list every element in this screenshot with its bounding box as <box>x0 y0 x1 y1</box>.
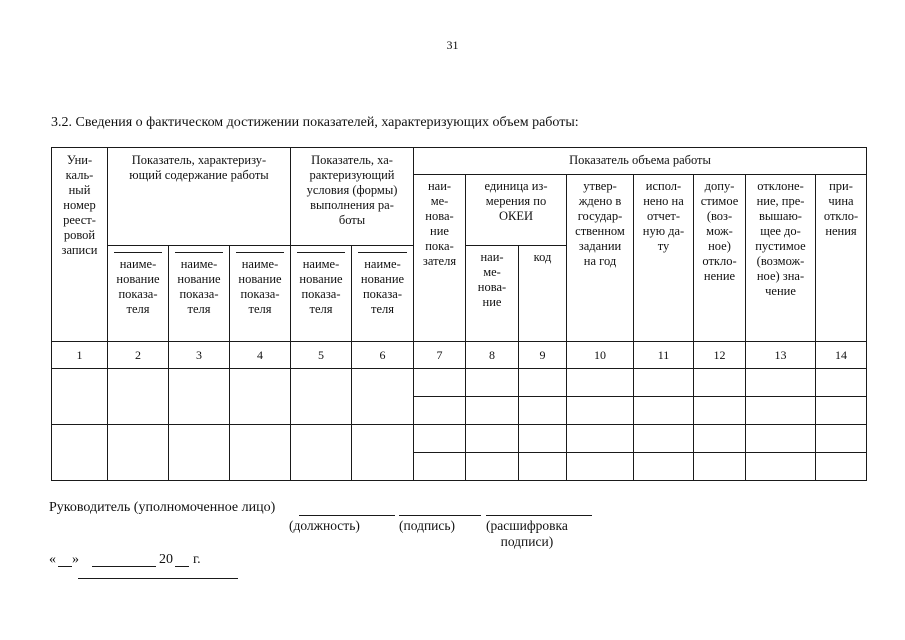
date-year-prefix: 20 <box>159 552 173 567</box>
column-number: 13 <box>746 342 816 369</box>
data-cell[interactable] <box>466 397 519 425</box>
data-cell[interactable] <box>634 369 694 397</box>
caption-position: (должность) <box>289 518 360 533</box>
header-sub-indicator-name-3: наиме- нование показа- теля <box>230 246 291 342</box>
year-blank-line[interactable] <box>175 566 189 567</box>
data-cell[interactable] <box>414 425 466 453</box>
column-number: 4 <box>230 342 291 369</box>
column-number: 3 <box>169 342 230 369</box>
data-cell[interactable] <box>169 425 230 481</box>
data-cell[interactable] <box>634 397 694 425</box>
data-cell[interactable] <box>466 453 519 481</box>
data-cell[interactable] <box>352 369 414 425</box>
data-cell[interactable] <box>52 425 108 481</box>
data-cell[interactable] <box>746 369 816 397</box>
data-cell[interactable] <box>816 369 867 397</box>
data-cell[interactable] <box>567 425 634 453</box>
data-cell[interactable] <box>694 369 746 397</box>
data-cell[interactable] <box>230 369 291 425</box>
data-cell[interactable] <box>694 397 746 425</box>
header-indicator-name: наи- ме- нова- ние пока- зателя <box>414 175 466 342</box>
position-blank-line[interactable] <box>299 515 395 516</box>
data-cell[interactable] <box>567 369 634 397</box>
data-cell[interactable] <box>414 369 466 397</box>
column-number: 6 <box>352 342 414 369</box>
data-cell[interactable] <box>291 425 352 481</box>
date-underline <box>78 578 238 579</box>
data-cell[interactable] <box>567 397 634 425</box>
column-number: 5 <box>291 342 352 369</box>
column-number: 7 <box>414 342 466 369</box>
data-cell[interactable] <box>466 425 519 453</box>
header-conditions-indicator: Показатель, ха- рактеризующий условия (формы) выполнения ра- боты <box>291 148 414 246</box>
column-number: 10 <box>567 342 634 369</box>
header-sub-indicator-name-5: наиме- нование показа- теля <box>352 246 414 342</box>
data-cell[interactable] <box>108 369 169 425</box>
data-cell[interactable] <box>746 425 816 453</box>
data-cell[interactable] <box>816 397 867 425</box>
section-title: 3.2. Сведения о фактическом достижении показателей, характеризующих объем работы: <box>51 115 579 130</box>
column-number: 2 <box>108 342 169 369</box>
header-volume-indicator: Показатель объема работы <box>414 148 867 175</box>
header-fulfilled-on-date: испол- нено на отчет- ную да- ту <box>634 175 694 342</box>
data-cell[interactable] <box>694 425 746 453</box>
header-unit-name: наи- ме- нова- ние <box>466 246 519 342</box>
header-unit-okei: единица из- мерения по ОКЕИ <box>466 175 567 246</box>
data-cell[interactable] <box>291 369 352 425</box>
header-approved-in-task: утвер- ждено в государ- ственном задании на год <box>567 175 634 342</box>
column-number: 9 <box>519 342 567 369</box>
data-cell[interactable] <box>634 453 694 481</box>
header-deviation-reason: при- чина откло- нения <box>816 175 867 342</box>
header-content-indicator: Показатель, характеризу- ющий содержание работы <box>108 148 291 246</box>
data-cell[interactable] <box>694 453 746 481</box>
volume-indicators-table <box>51 147 867 481</box>
data-cell[interactable] <box>169 369 230 425</box>
data-cell[interactable] <box>519 425 567 453</box>
date-open-quote: « <box>49 552 56 567</box>
data-cell[interactable] <box>414 397 466 425</box>
data-cell[interactable] <box>108 425 169 481</box>
data-cell[interactable] <box>816 425 867 453</box>
column-number: 8 <box>466 342 519 369</box>
caption-signature: (подпись) <box>399 518 456 533</box>
data-cell[interactable] <box>52 369 108 425</box>
day-blank-line[interactable] <box>58 566 72 567</box>
data-cell[interactable] <box>519 453 567 481</box>
data-cell[interactable] <box>816 453 867 481</box>
date-close-quote: » <box>72 552 79 567</box>
data-cell[interactable] <box>414 453 466 481</box>
column-number: 1 <box>52 342 108 369</box>
header-exceeding-deviation: отклоне- ние, пре- вышаю- щее до- пустимое (возмож- ное) зна- чение <box>746 175 816 342</box>
date-year-suffix: г. <box>193 552 201 567</box>
header-unit-code: код <box>519 246 567 342</box>
data-cell[interactable] <box>519 369 567 397</box>
data-cell[interactable] <box>567 453 634 481</box>
column-number: 14 <box>816 342 867 369</box>
data-cell[interactable] <box>519 397 567 425</box>
header-unique-record-number: Уни- каль- ный номер реест- ровой записи <box>52 148 108 342</box>
data-cell[interactable] <box>230 425 291 481</box>
header-sub-indicator-name-1: наиме- нование показа- теля <box>108 246 169 342</box>
data-cell[interactable] <box>352 425 414 481</box>
data-cell[interactable] <box>466 369 519 397</box>
data-cell[interactable] <box>746 397 816 425</box>
header-sub-indicator-name-4: наиме- нование показа- теля <box>291 246 352 342</box>
column-number: 12 <box>694 342 746 369</box>
page-number: 31 <box>446 38 459 52</box>
data-cell[interactable] <box>634 425 694 453</box>
head-label: Руководитель (уполномоченное лицо) <box>49 500 276 515</box>
header-allowed-deviation: допу- стимое (воз- мож- ное) откло- нение <box>694 175 746 342</box>
column-number: 11 <box>634 342 694 369</box>
month-blank-line[interactable] <box>92 566 156 567</box>
data-cell[interactable] <box>746 453 816 481</box>
header-sub-indicator-name-2: наиме- нование показа- теля <box>169 246 230 342</box>
caption-decoding: (расшифровка подписи) <box>486 518 568 549</box>
decoding-blank-line[interactable] <box>486 515 592 516</box>
signature-blank-line[interactable] <box>399 515 481 516</box>
